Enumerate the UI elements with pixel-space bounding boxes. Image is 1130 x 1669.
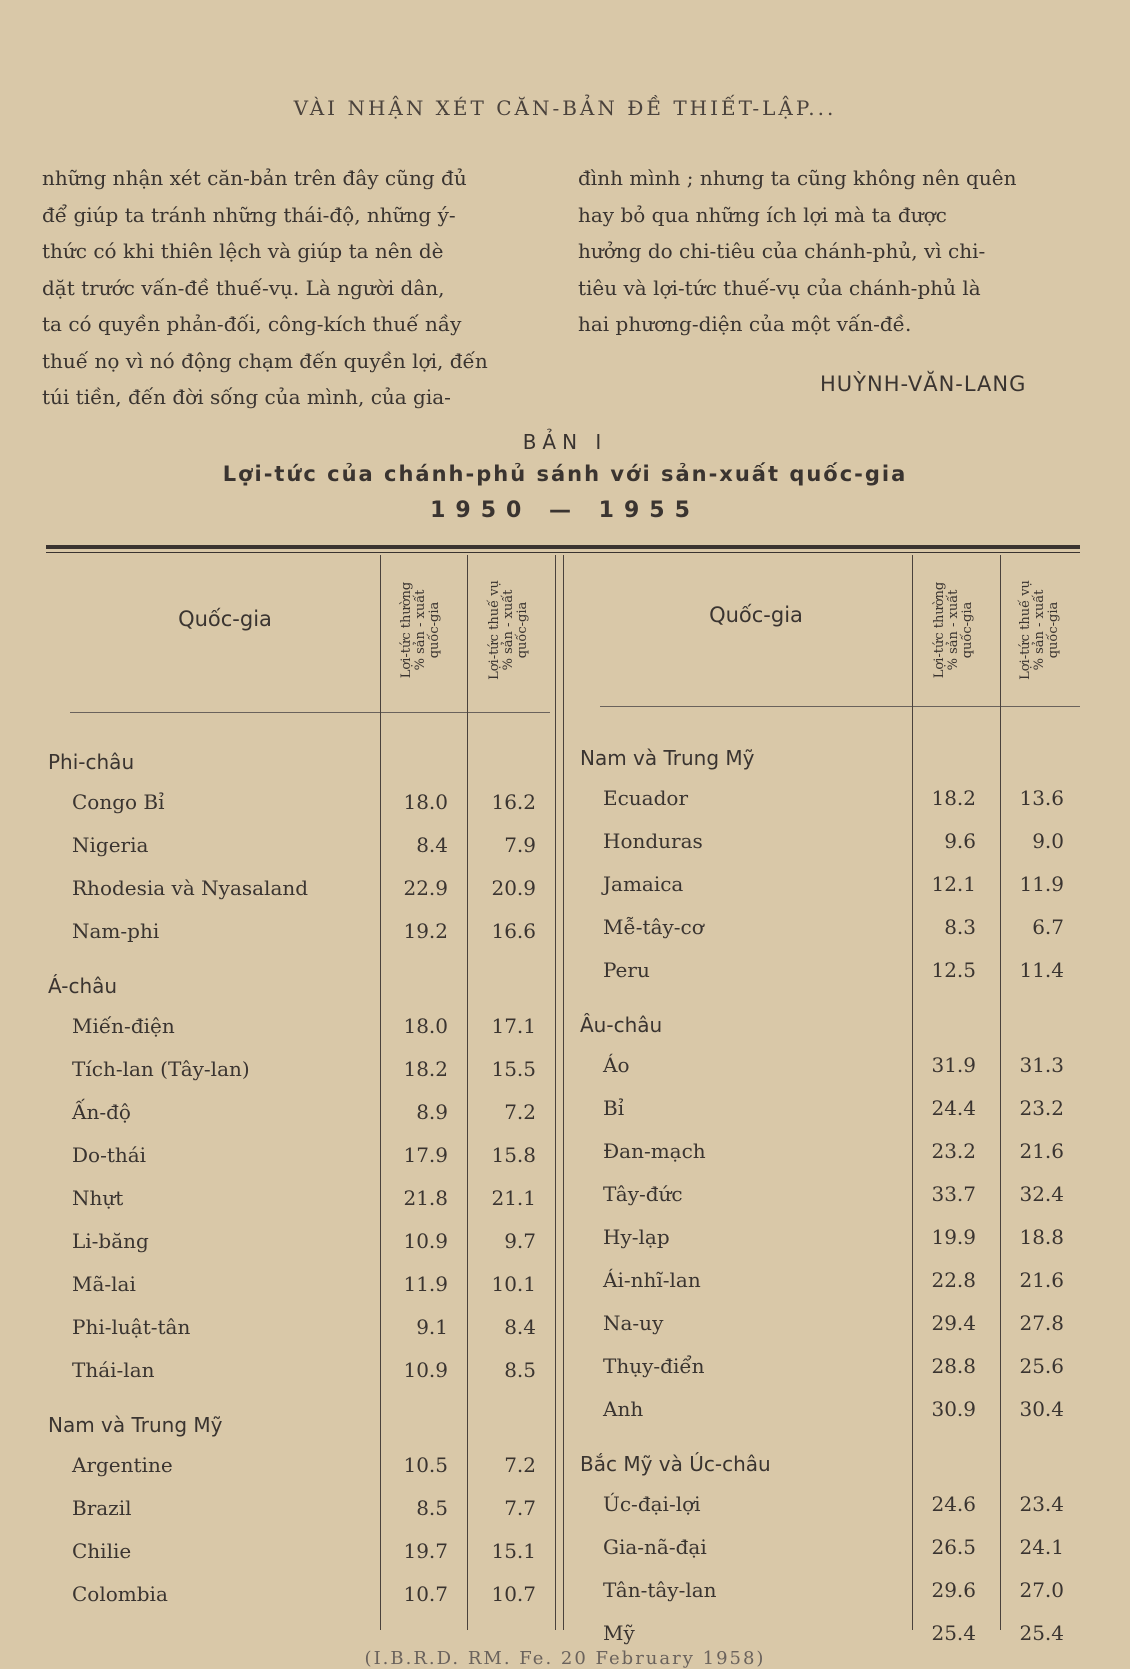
table-title: Lợi-tức của chánh-phủ sánh với sản-xuất quốc-gia: [222, 462, 908, 486]
country-name: Chilie: [72, 1539, 132, 1563]
table-number: BẢN I: [522, 430, 608, 454]
value-tax-revenue: 24.1: [1019, 1535, 1064, 1559]
value-revenue: 10.9: [403, 1358, 448, 1382]
value-tax-revenue: 15.5: [491, 1057, 536, 1081]
value-revenue: 8.4: [416, 833, 448, 857]
header-line: quốc-gia: [1046, 601, 1061, 659]
value-revenue: 19.2: [403, 919, 448, 943]
header-col_a: [400, 555, 446, 705]
body-text-line: đình mình ; nhưng ta cũng không nên quên: [578, 166, 1017, 190]
country-name: Mỹ: [603, 1621, 635, 1645]
value-revenue: 9.6: [944, 829, 976, 853]
value-revenue: 18.2: [403, 1057, 448, 1081]
value-tax-revenue: 25.6: [1019, 1354, 1064, 1378]
header-line: % sản - xuất: [501, 589, 516, 671]
value-revenue: 8.5: [416, 1496, 448, 1520]
value-tax-revenue: 8.4: [504, 1315, 536, 1339]
column-line: [1000, 555, 1001, 1630]
body-text-line: những nhận xét căn-bản trên đây cũng đủ: [42, 166, 467, 190]
value-tax-revenue: 16.6: [491, 919, 536, 943]
header-line: Lợi-tức thuế vụ: [487, 580, 502, 680]
country-name: Hy-lạp: [603, 1225, 670, 1249]
country-name: Argentine: [72, 1453, 173, 1477]
header-col_a: [933, 555, 979, 705]
column-line: [380, 555, 381, 1630]
country-name: Tây-đức: [603, 1182, 683, 1206]
value-tax-revenue: 8.5: [504, 1358, 536, 1382]
value-tax-revenue: 23.4: [1019, 1492, 1064, 1516]
header-line: Lợi-tức thường: [399, 581, 414, 679]
value-tax-revenue: 30.4: [1019, 1397, 1064, 1421]
value-tax-revenue: 7.9: [504, 833, 536, 857]
value-tax-revenue: 15.1: [491, 1539, 536, 1563]
country-name: Phi-luật-tân: [72, 1315, 191, 1339]
value-revenue: 22.9: [403, 876, 448, 900]
value-revenue: 18.0: [403, 790, 448, 814]
value-tax-revenue: 7.7: [504, 1496, 536, 1520]
running-head: VÀI NHẬN XÉT CĂN-BẢN ĐỀ THIẾT-LẬP...: [293, 96, 837, 120]
country-name: Brazil: [72, 1496, 132, 1520]
value-tax-revenue: 7.2: [504, 1100, 536, 1124]
body-right-column: [578, 160, 1078, 343]
value-tax-revenue: 6.7: [1032, 915, 1064, 939]
body-text-line: thuế nọ vì nó động chạm đến quyền lợi, đến: [42, 348, 488, 373]
header-line: quốc-gia: [427, 601, 442, 659]
country-name: Mã-lai: [72, 1272, 136, 1296]
value-revenue: 30.9: [931, 1397, 976, 1421]
table-top-rule: [46, 545, 1080, 549]
table-top-rule-thin: [46, 552, 1080, 553]
value-revenue: 10.5: [403, 1453, 448, 1477]
value-tax-revenue: 15.8: [491, 1143, 536, 1167]
value-tax-revenue: 10.1: [491, 1272, 536, 1296]
source-footer: (I.B.R.D. RM. Fe. 20 February 1958): [364, 1648, 766, 1669]
value-tax-revenue: 21.6: [1019, 1139, 1064, 1163]
country-name: Nam-phi: [72, 919, 160, 943]
region-heading: Nam và Trung Mỹ: [580, 746, 755, 770]
value-revenue: 17.9: [403, 1143, 448, 1167]
country-name: Do-thái: [72, 1143, 147, 1167]
value-revenue: 12.1: [931, 872, 976, 896]
value-revenue: 24.4: [931, 1096, 976, 1120]
value-revenue: 26.5: [931, 1535, 976, 1559]
value-tax-revenue: 9.0: [1032, 829, 1064, 853]
value-tax-revenue: 13.6: [1019, 786, 1064, 810]
body-text-line: thức có khi thiên lệch và giúp ta nên dè: [42, 239, 444, 263]
body-text-line: túi tiền, đến đời sống của mình, của gia-: [42, 385, 451, 409]
value-revenue: 23.2: [931, 1139, 976, 1163]
value-tax-revenue: 17.1: [491, 1014, 536, 1038]
header-country-left: Quốc-gia: [178, 607, 272, 631]
value-revenue: 33.7: [931, 1182, 976, 1206]
header-line: Lợi-tức thuế vụ: [1018, 580, 1033, 680]
body-text-line: ta có quyền phản-đối, công-kích thuế nầy: [42, 312, 462, 336]
body-text-line: hưởng do chi-tiêu của chánh-phủ, vì chi-: [578, 239, 986, 263]
body-left-column: [42, 160, 547, 416]
country-name: Bỉ: [603, 1096, 625, 1120]
value-tax-revenue: 9.7: [504, 1229, 536, 1253]
body-text-line: hai phương-diện của một vấn-đề.: [578, 312, 912, 336]
country-name: Thái-lan: [72, 1358, 155, 1382]
value-tax-revenue: 11.4: [1019, 958, 1064, 982]
table-years: 1950 — 1955: [430, 498, 700, 523]
country-name: Miến-điện: [72, 1014, 175, 1038]
column-line: [912, 555, 913, 1630]
value-revenue: 8.3: [944, 915, 976, 939]
header-line: Lợi-tức thường: [932, 581, 947, 679]
value-revenue: 8.9: [416, 1100, 448, 1124]
header-line: quốc-gia: [960, 601, 975, 659]
value-revenue: 25.4: [931, 1621, 976, 1645]
body-text-line: để giúp ta tránh những thái-độ, những ý-: [42, 202, 456, 227]
country-name: Congo Bỉ: [72, 790, 165, 814]
header-col_b: [488, 555, 534, 705]
column-line: [555, 555, 556, 1630]
body-text-line: hay bỏ qua những ích lợi mà ta được: [578, 202, 947, 227]
header-col_b: [1019, 555, 1065, 705]
column-line: [563, 555, 564, 1630]
value-revenue: 28.8: [931, 1354, 976, 1378]
country-name: Rhodesia và Nyasaland: [72, 876, 309, 900]
country-name: Nigeria: [72, 833, 149, 857]
value-revenue: 19.7: [403, 1539, 448, 1563]
value-revenue: 18.0: [403, 1014, 448, 1038]
value-tax-revenue: 21.1: [491, 1186, 536, 1210]
country-name: Ecuador: [603, 786, 689, 810]
country-name: Peru: [603, 958, 650, 982]
value-tax-revenue: 25.4: [1019, 1621, 1064, 1645]
country-name: Thụy-điển: [603, 1354, 705, 1378]
value-tax-revenue: 21.6: [1019, 1268, 1064, 1292]
value-revenue: 21.8: [403, 1186, 448, 1210]
value-revenue: 29.6: [931, 1578, 976, 1602]
country-name: Na-uy: [603, 1311, 664, 1335]
value-revenue: 10.9: [403, 1229, 448, 1253]
value-revenue: 12.5: [931, 958, 976, 982]
region-heading: Âu-châu: [580, 1013, 663, 1037]
value-tax-revenue: 23.2: [1019, 1096, 1064, 1120]
country-name: Áo: [603, 1053, 630, 1077]
value-tax-revenue: 20.9: [491, 876, 536, 900]
value-tax-revenue: 27.0: [1019, 1578, 1064, 1602]
country-name: Tích-lan (Tây-lan): [72, 1057, 250, 1081]
country-name: Úc-đại-lợi: [603, 1492, 701, 1516]
value-revenue: 24.6: [931, 1492, 976, 1516]
country-name: Gia-nã-đại: [603, 1535, 707, 1559]
value-tax-revenue: 27.8: [1019, 1311, 1064, 1335]
value-revenue: 31.9: [931, 1053, 976, 1077]
header-line: quốc-gia: [515, 601, 530, 659]
country-name: Honduras: [603, 829, 703, 853]
header-line: % sản - xuất: [413, 589, 428, 671]
country-name: Jamaica: [603, 872, 684, 896]
column-line: [467, 555, 468, 1630]
value-tax-revenue: 10.7: [491, 1582, 536, 1606]
country-name: Mễ-tây-cơ: [603, 915, 704, 939]
value-tax-revenue: 16.2: [491, 790, 536, 814]
header-line: % sản - xuất: [1032, 589, 1047, 671]
value-revenue: 10.7: [403, 1582, 448, 1606]
country-name: Ái-nhĩ-lan: [603, 1268, 701, 1292]
country-name: Li-băng: [72, 1229, 149, 1253]
body-text-line: dặt trước vấn-đề thuế-vụ. Là người dân,: [42, 275, 445, 300]
country-name: Ấn-độ: [72, 1100, 131, 1124]
value-revenue: 9.1: [416, 1315, 448, 1339]
region-heading: Nam và Trung Mỹ: [48, 1413, 223, 1437]
value-revenue: 11.9: [403, 1272, 448, 1296]
value-tax-revenue: 32.4: [1019, 1182, 1064, 1206]
header-line: % sản - xuất: [946, 589, 961, 671]
value-tax-revenue: 7.2: [504, 1453, 536, 1477]
region-heading: Á-châu: [48, 974, 118, 998]
value-revenue: 19.9: [931, 1225, 976, 1249]
country-name: Đan-mạch: [603, 1139, 706, 1163]
region-heading: Bắc Mỹ và Úc-châu: [580, 1452, 771, 1476]
author-signature: HUỲNH-VĂN-LANG: [820, 372, 1027, 396]
header-country-right: Quốc-gia: [709, 603, 803, 627]
country-name: Anh: [603, 1397, 644, 1421]
value-tax-revenue: 11.9: [1019, 872, 1064, 896]
country-name: Nhựt: [72, 1186, 124, 1210]
header-rule-left: [70, 712, 550, 713]
value-tax-revenue: 18.8: [1019, 1225, 1064, 1249]
value-revenue: 29.4: [931, 1311, 976, 1335]
country-name: Colombia: [72, 1582, 168, 1606]
header-rule-right: [600, 706, 1080, 707]
value-revenue: 18.2: [931, 786, 976, 810]
value-tax-revenue: 31.3: [1019, 1053, 1064, 1077]
country-name: Tân-tây-lan: [603, 1578, 717, 1602]
value-revenue: 22.8: [931, 1268, 976, 1292]
region-heading: Phi-châu: [48, 750, 135, 774]
body-text-line: tiêu và lợi-tức thuế-vụ của chánh-phủ là: [578, 275, 981, 300]
